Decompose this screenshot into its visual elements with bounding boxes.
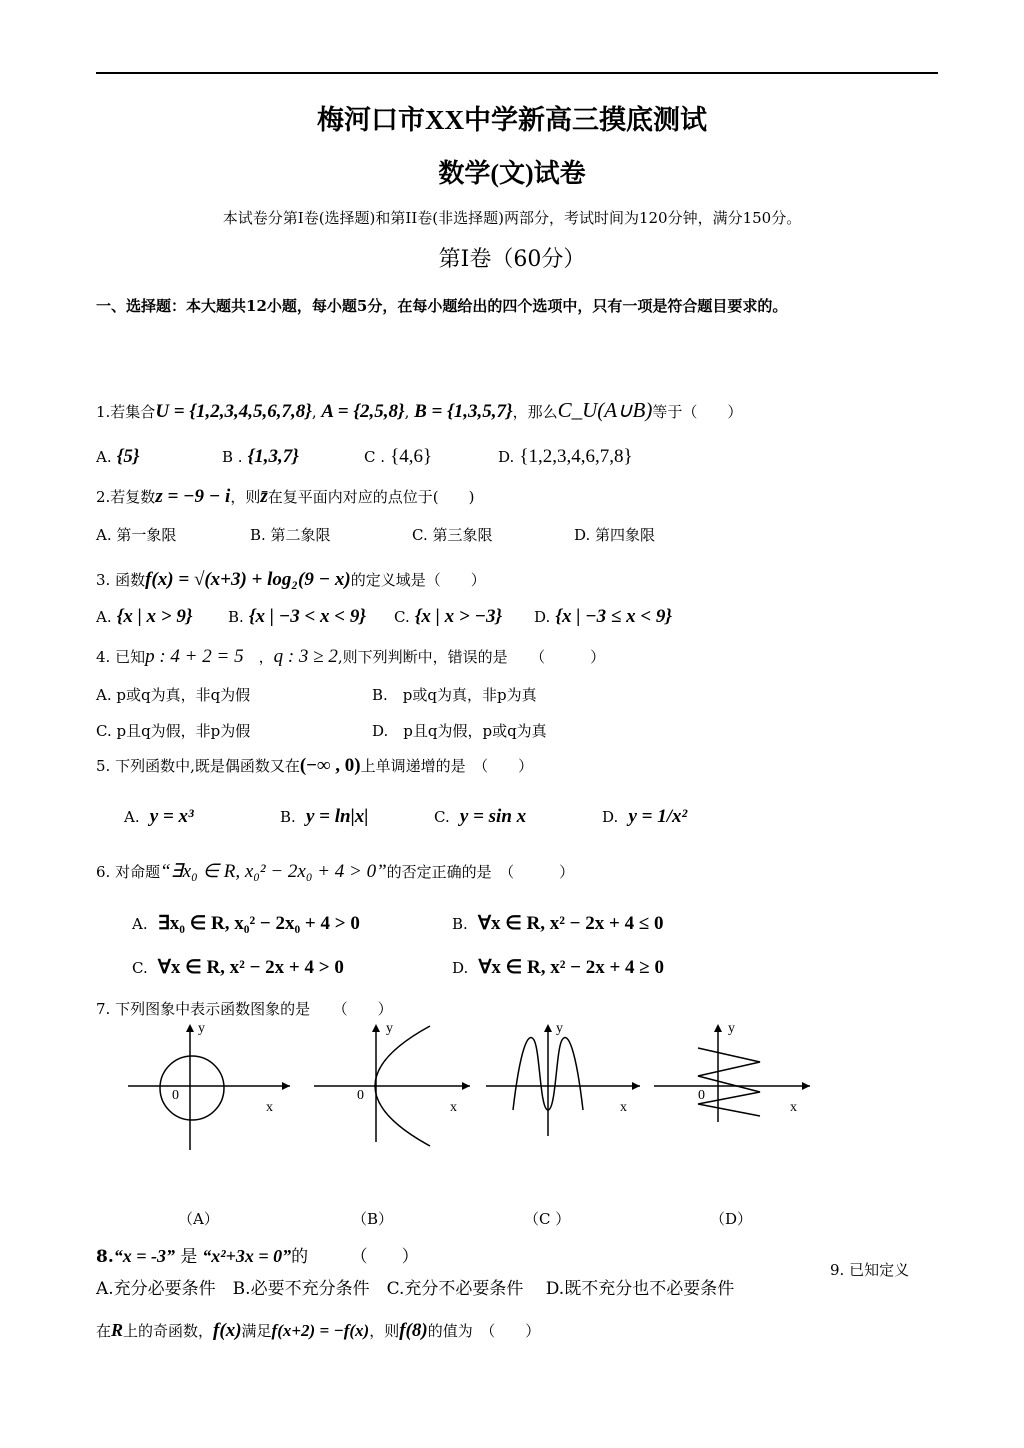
- question-4-stem: 4. 已知p : 4 + 2 = 5 ，q : 3 ≥ 2,则下列判断中，错误的是 （ ）: [96, 646, 606, 667]
- q2-option-c[interactable]: C. 第三象限: [412, 526, 493, 544]
- q2-option-d[interactable]: D. 第四象限: [574, 526, 656, 544]
- exam-intro: 本试卷分第Ⅰ卷(选择题)和第II卷(非选择题)两部分，考试时间为120分钟，满分150分。: [222, 209, 802, 227]
- q1-suffix: 等于（ ）: [652, 403, 743, 421]
- q3-function: f(x) = √(x+3) + log₂(9 − x): [145, 569, 351, 590]
- question-8-stem: 8.“x = -3” 是 “x²+3x = 0”的 （ ）: [96, 1246, 419, 1267]
- q5-interval: (−∞ , 0): [299, 755, 361, 776]
- graph-b-y-label: y: [386, 1021, 393, 1036]
- question-6-stem: 6. 对命题“∃x₀ ∈ R, x₀² − 2x₀ + 4 > 0”的否定正确的是 （ ）: [96, 861, 575, 882]
- q1-option-c[interactable]: C . {4,6}: [364, 446, 433, 467]
- graph-b-x-label: x: [450, 1100, 457, 1115]
- q5-option-a[interactable]: A. y = x³: [124, 806, 194, 827]
- q4-q: q : 3 ≥ 2: [273, 646, 338, 667]
- question-7-stem: 7. 下列图象中表示函数图象的是 （ ）: [96, 1000, 393, 1018]
- q3-option-d[interactable]: D. {x | −3 ≤ x < 9}: [534, 606, 673, 627]
- q6-proposition: “∃x₀ ∈ R, x₀² − 2x₀ + 4 > 0”: [160, 861, 387, 882]
- q5-option-c[interactable]: C. y = sin x: [434, 806, 527, 827]
- q7-caption-b[interactable]: （B）: [352, 1210, 394, 1228]
- q1-option-a[interactable]: A. {5}: [96, 446, 140, 467]
- q1-set-b: B = {1,3,5,7}: [414, 401, 513, 422]
- q4-option-d[interactable]: D. p且q为假，p或q为真: [372, 722, 547, 740]
- q3-option-b[interactable]: B. {x | −3 < x < 9}: [228, 606, 366, 627]
- graph-a-x-label: x: [266, 1100, 273, 1115]
- graph-d-y-label: y: [728, 1021, 735, 1036]
- q7-caption-a[interactable]: （A）: [178, 1210, 219, 1228]
- q5-option-b[interactable]: B. y = ln|x|: [280, 806, 369, 827]
- q7-graphs: [0, 1010, 1024, 1160]
- q3-option-a[interactable]: A. {x | x > 9}: [96, 606, 193, 627]
- q7-caption-d[interactable]: （D）: [710, 1210, 753, 1228]
- q9-f8: f(8): [399, 1320, 428, 1341]
- graph-a-y-label: y: [198, 1021, 205, 1036]
- graph-a-origin: 0: [172, 1088, 179, 1103]
- q9-start: 9. 已知定义: [830, 1261, 910, 1279]
- q8-cond1: “x = -3”: [113, 1246, 176, 1266]
- question-9-stem: 在R上的奇函数，f(x)满足f(x+2) = −f(x)，则f(8)的值为 （ ）: [96, 1320, 541, 1341]
- q9-condition: f(x+2) = −f(x): [271, 1321, 370, 1340]
- graph-a-circle[interactable]: [128, 1021, 290, 1150]
- q2-option-a[interactable]: A. 第一象限: [96, 526, 177, 544]
- q2-zbar: z̄: [260, 486, 268, 507]
- q5-option-d[interactable]: D. y = 1/x²: [602, 806, 688, 827]
- q1-set-a: A = {2,5,8}: [321, 401, 405, 422]
- q6-option-c[interactable]: C. ∀x ∈ R, x² − 2x + 4 > 0: [132, 957, 344, 978]
- question-3-stem: 3. 函数f(x) = √(x+3) + log₂(9 − x)的定义域是（ ）: [96, 569, 486, 590]
- exam-subtitle: 数学(文)试卷: [438, 159, 586, 188]
- q7-caption-c[interactable]: （C ）: [524, 1210, 571, 1228]
- question-2-stem: 2.若复数z = −9 − i，则z̄在复平面内对应的点位于( ): [96, 486, 475, 507]
- top-rule: [96, 72, 938, 74]
- q4-option-c[interactable]: C. p且q为假，非p为假: [96, 722, 251, 740]
- q4-option-b[interactable]: B. p或q为真，非p为真: [372, 686, 537, 704]
- graph-b-parabola[interactable]: [314, 1021, 470, 1146]
- q9-f: f(x): [213, 1320, 242, 1341]
- q4-option-a[interactable]: A. p或q为真，非q为假: [96, 686, 251, 704]
- q2-option-b[interactable]: B. 第二象限: [250, 526, 331, 544]
- q6-option-a[interactable]: A. ∃x₀ ∈ R, x₀² − 2x₀ + 4 > 0: [132, 913, 360, 934]
- graph-d-origin: 0: [698, 1088, 705, 1103]
- graph-d-zigzag[interactable]: [654, 1021, 810, 1122]
- graph-c-x-label: x: [620, 1100, 627, 1115]
- exam-title: 梅河口市XX中学新高三摸底测试: [317, 105, 707, 135]
- part-one-heading: 第Ⅰ卷（60分）: [438, 247, 586, 272]
- q3-option-c[interactable]: C. {x | x > −3}: [394, 606, 503, 627]
- graph-d-x-label: x: [790, 1100, 797, 1115]
- q1-option-b[interactable]: B . {1,3,7}: [222, 446, 299, 467]
- q6-option-b[interactable]: B. ∀x ∈ R, x² − 2x + 4 ≤ 0: [452, 913, 664, 934]
- q1-mid: ，那么: [512, 403, 558, 421]
- q1-prefix: 1.若集合: [96, 403, 156, 421]
- section-one-heading: 一、选择题：本大题共12小题，每小题5分，在每小题给出的四个选项中，只有一项是符合题目要求的。: [96, 297, 788, 315]
- q1-set-u: U = {1,2,3,4,5,6,7,8}: [155, 401, 312, 422]
- q1-expr: C_U(A∪B): [557, 398, 653, 422]
- graph-b-origin: 0: [357, 1088, 364, 1103]
- q4-p: p : 4 + 2 = 5: [145, 646, 244, 667]
- graph-c-y-label: y: [556, 1021, 563, 1036]
- q6-option-d[interactable]: D. ∀x ∈ R, x² − 2x + 4 ≥ 0: [452, 957, 664, 978]
- q8-cond2: “x²+3x = 0”: [202, 1246, 292, 1266]
- question-1-stem: 1.若集合U = {1,2,3,4,5,6,7,8}, A = {2,5,8}, B = {1,3,5,7}，那么C_U(A∪B)等于（ ）: [96, 398, 743, 422]
- question-5-stem: 5. 下列函数中,既是偶函数又在(−∞ , 0)上单调递增的是 （ ）: [96, 755, 534, 776]
- q1-option-d[interactable]: D. {1,2,3,4,6,7,8}: [498, 446, 633, 467]
- graph-c-wave[interactable]: [486, 1021, 640, 1136]
- q8-options[interactable]: A.充分必要条件 B.必要不充分条件 C.充分不必要条件 D.既不充分也不必要条件: [96, 1279, 735, 1299]
- q2-z: z = −9 − i: [155, 486, 231, 507]
